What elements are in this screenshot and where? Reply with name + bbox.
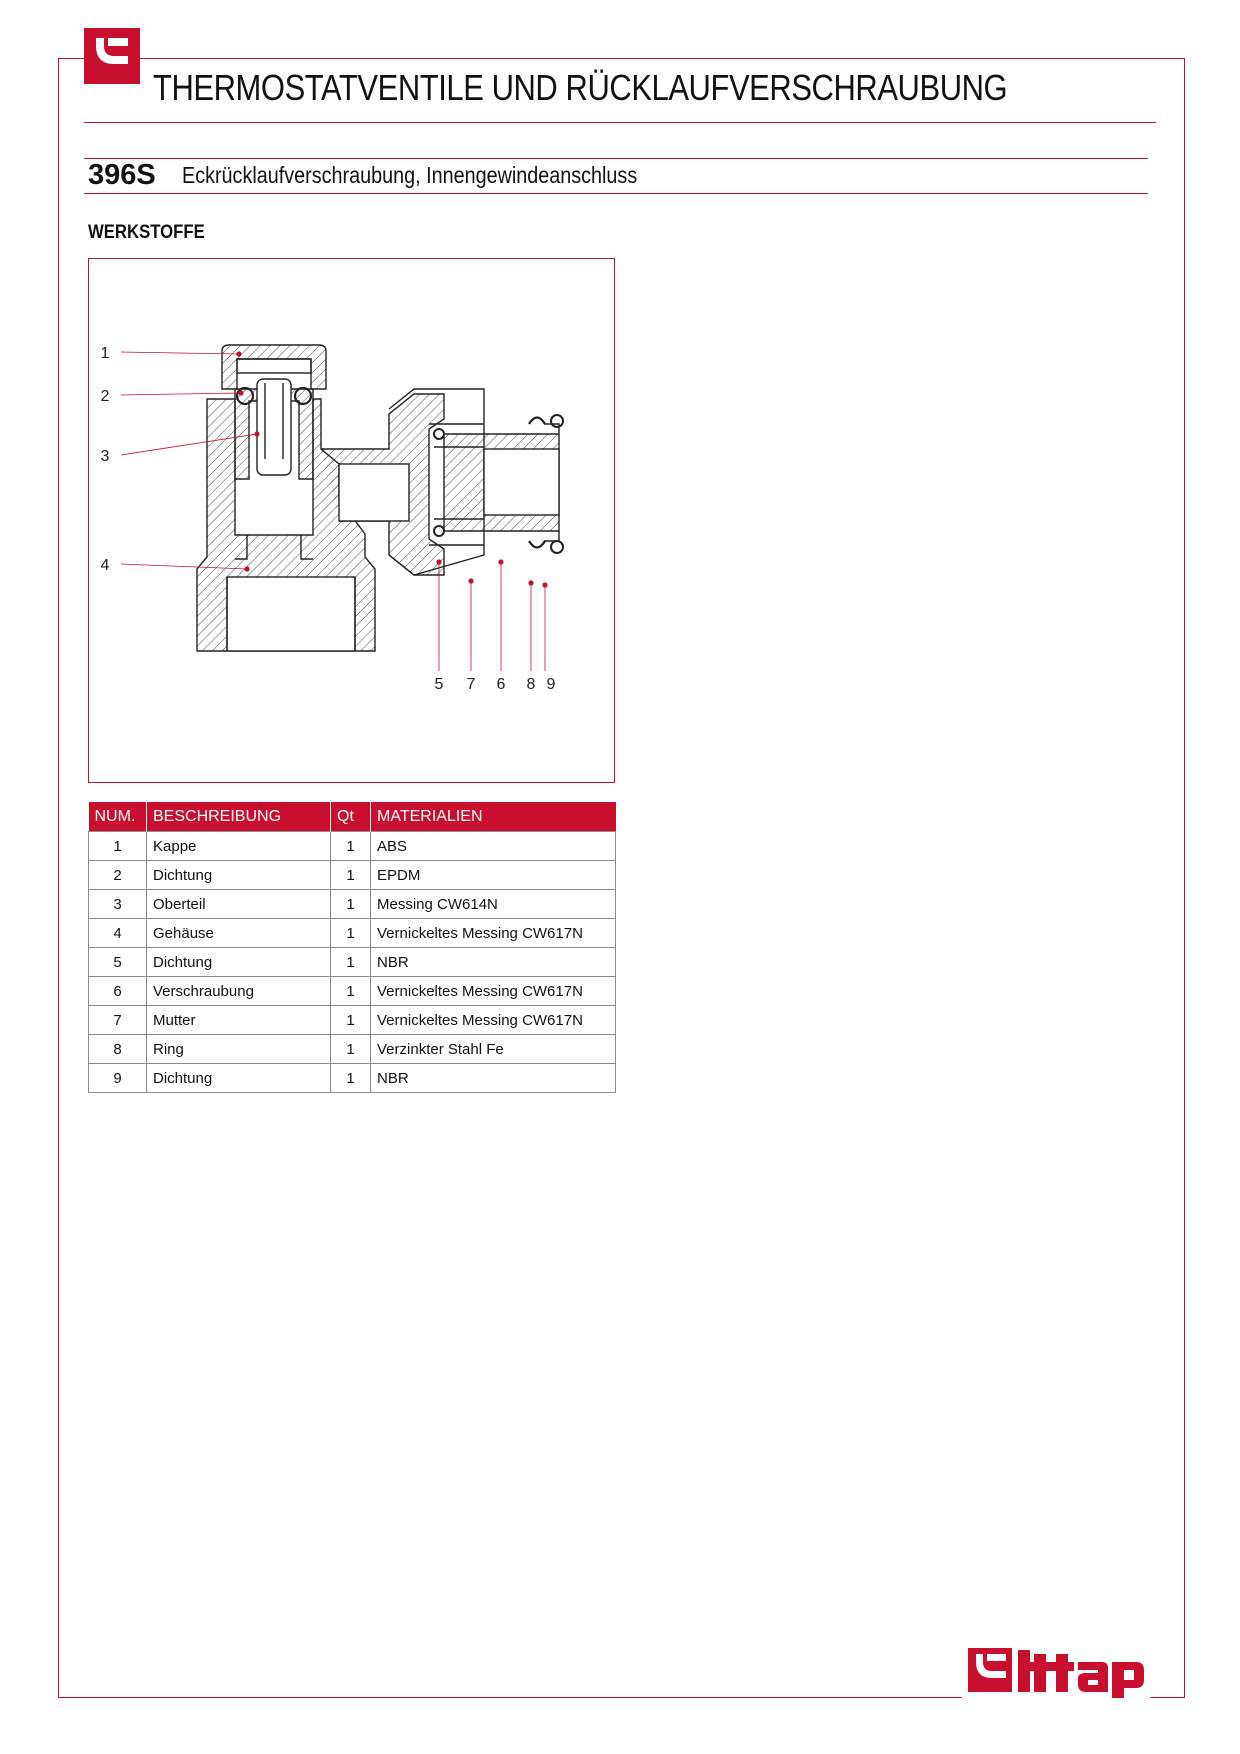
table-row: [89, 832, 616, 861]
cell-description: Oberteil: [147, 890, 331, 919]
table-row: [89, 977, 616, 1006]
section-title: WERKSTOFFE: [88, 222, 205, 243]
cell-description: Mutter: [147, 1006, 331, 1035]
cell-material: Vernickeltes Messing CW617N: [371, 1006, 616, 1035]
table-row: [89, 890, 616, 919]
valve-cross-section: [89, 259, 616, 784]
cell-description: Ring: [147, 1035, 331, 1064]
callout-5: 5: [434, 676, 444, 693]
cell-material: Messing CW614N: [371, 890, 616, 919]
cell-qty: 1: [331, 890, 371, 919]
cell-description: Kappe: [147, 832, 331, 861]
cell-num: 4: [89, 919, 147, 948]
header-material: MATERIALIEN: [371, 802, 616, 832]
cell-num: 2: [89, 861, 147, 890]
cell-qty: 1: [331, 1006, 371, 1035]
cell-qty: 1: [331, 919, 371, 948]
title-underline: [84, 122, 1156, 123]
cell-material: NBR: [371, 948, 616, 977]
table-row: [89, 861, 616, 890]
cell-description: Dichtung: [147, 948, 331, 977]
cell-description: Dichtung: [147, 1064, 331, 1093]
cell-num: 3: [89, 890, 147, 919]
callout-9: 9: [546, 676, 556, 693]
cell-num: 9: [89, 1064, 147, 1093]
cell-qty: 1: [331, 1035, 371, 1064]
table-row: [89, 1006, 616, 1035]
header-num: NUM.: [89, 802, 147, 832]
technical-drawing: [88, 258, 615, 783]
cell-qty: 1: [331, 861, 371, 890]
callout-6: 6: [496, 676, 506, 693]
cell-qty: 1: [331, 832, 371, 861]
table-row: [89, 948, 616, 977]
cell-qty: 1: [331, 977, 371, 1006]
page-title: THERMOSTATVENTILE UND RÜCKLAUFVERSCHRAUBUNG: [153, 67, 1008, 108]
cell-num: 1: [89, 832, 147, 861]
cell-description: Dichtung: [147, 861, 331, 890]
callout-2: 2: [100, 388, 110, 405]
callout-1: 1: [100, 345, 110, 362]
product-code: 396S: [88, 159, 156, 191]
callout-4: 4: [100, 557, 110, 574]
cell-description: Gehäuse: [147, 919, 331, 948]
product-description: Eckrücklaufverschraubung, Innengewindeanschluss: [182, 162, 638, 188]
product-rule-top: [84, 158, 1148, 159]
cell-qty: 1: [331, 1064, 371, 1093]
cell-qty: 1: [331, 948, 371, 977]
table-header-row: [89, 802, 616, 832]
cell-material: ABS: [371, 832, 616, 861]
table-row: [89, 919, 616, 948]
callout-8: 8: [526, 676, 536, 693]
header-description: BESCHREIBUNG: [147, 802, 331, 832]
cell-material: Verzinkter Stahl Fe: [371, 1035, 616, 1064]
brand-mark-icon: [84, 28, 140, 84]
cell-num: 6: [89, 977, 147, 1006]
cell-material: Vernickeltes Messing CW617N: [371, 977, 616, 1006]
callout-3: 3: [100, 448, 110, 465]
cell-material: EPDM: [371, 861, 616, 890]
header-qty: Qt: [331, 802, 371, 832]
brand-logo-icon: [962, 1640, 1150, 1700]
cell-num: 7: [89, 1006, 147, 1035]
cell-material: NBR: [371, 1064, 616, 1093]
product-rule-bottom: [84, 193, 1148, 194]
cell-material: Vernickeltes Messing CW617N: [371, 919, 616, 948]
table-row: [89, 1064, 616, 1093]
table-row: [89, 1035, 616, 1064]
cell-num: 5: [89, 948, 147, 977]
cell-description: Verschraubung: [147, 977, 331, 1006]
callout-7: 7: [466, 676, 476, 693]
cell-num: 8: [89, 1035, 147, 1064]
materials-table: [88, 802, 616, 1093]
